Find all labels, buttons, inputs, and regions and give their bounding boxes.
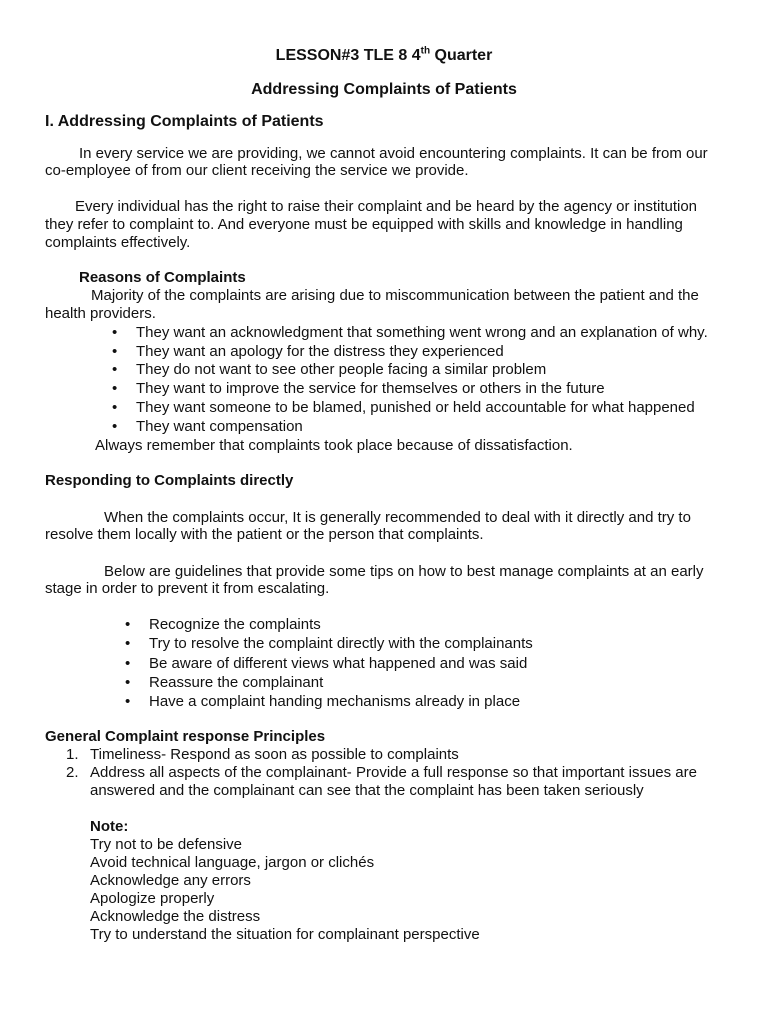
list-item: 1. Timeliness- Respond as soon as possible to complaints bbox=[66, 746, 459, 763]
note-item: Apologize properly bbox=[90, 890, 215, 907]
note-heading: Note: bbox=[90, 818, 129, 835]
paragraph-line: they refer to complaint to. And everyone must be equipped with skills and knowledge in handling bbox=[45, 216, 683, 233]
paragraph-line: co-employee of from our client receiving the service we provide. bbox=[45, 162, 469, 179]
subsection-heading: Reasons of Complaints bbox=[79, 269, 246, 286]
paragraph-line: resolve them locally with the patient or the person that complaints. bbox=[45, 526, 484, 543]
paragraph-line: Every individual has the right to raise their complaint and be heard by the agency or institution bbox=[75, 198, 698, 215]
list-item: • Try to resolve the complaint directly with the complainants bbox=[149, 634, 533, 653]
principles-list bbox=[66, 746, 697, 800]
paragraph-line: Always remember that complaints took place because of dissatisfaction. bbox=[95, 437, 573, 454]
list-item: • They want an acknowledgment that something went wrong and an explanation of why. bbox=[136, 324, 708, 343]
note-block bbox=[90, 818, 480, 944]
page-title: Addressing Complaints of Patients bbox=[251, 81, 517, 98]
note-item: Avoid technical language, jargon or clichés bbox=[90, 854, 375, 871]
paragraph-line: complaints effectively. bbox=[45, 234, 191, 251]
list-item: • They want to improve the service for themselves or others in the future bbox=[136, 380, 708, 399]
list-item: • Reassure the complainant bbox=[149, 673, 533, 692]
paragraph-line: health providers. bbox=[45, 305, 156, 322]
list-item: 2. Address all aspects of the complainant- Provide a full response so that important issues are answered and the complainant can see that the complaint has been taken seriously bbox=[66, 764, 697, 799]
note-item: Acknowledge any errors bbox=[90, 872, 251, 889]
subsection-heading: General Complaint response Principles bbox=[45, 728, 326, 745]
note-item: Try to understand the situation for complainant perspective bbox=[90, 926, 480, 943]
section-heading: I. Addressing Complaints of Patients bbox=[45, 113, 324, 130]
reasons-list bbox=[136, 324, 708, 436]
paragraph-line: Below are guidelines that provide some tips on how to best manage complaints at an early bbox=[104, 563, 704, 580]
list-item: • Have a complaint handing mechanisms already in place bbox=[149, 692, 533, 711]
note-item: Try not to be defensive bbox=[90, 836, 243, 853]
list-item: • They do not want to see other people facing a similar problem bbox=[136, 361, 708, 380]
list-item: • They want someone to be blamed, punished or held accountable for what happened bbox=[136, 399, 708, 418]
lesson-header: LESSON#3 TLE 8 4th Quarter bbox=[275, 45, 493, 64]
note-item: Acknowledge the distress bbox=[90, 908, 261, 925]
paragraph-line: In every service we are providing, we cannot avoid encountering complaints. It can be from our bbox=[79, 145, 708, 162]
paragraph-line: stage in order to prevent it from escalating. bbox=[45, 580, 330, 597]
guidelines-list bbox=[149, 615, 533, 711]
list-item: • They want an apology for the distress they experienced bbox=[136, 343, 708, 362]
paragraph-line: Majority of the complaints are arising due to miscommunication between the patient and the bbox=[91, 287, 699, 304]
list-item: • They want compensation bbox=[136, 418, 708, 437]
subsection-heading: Responding to Complaints directly bbox=[45, 472, 294, 489]
list-item: • Recognize the complaints bbox=[149, 615, 533, 634]
paragraph-line: When the complaints occur, It is generally recommended to deal with it directly and try to bbox=[104, 509, 691, 526]
list-item: • Be aware of different views what happened and was said bbox=[149, 654, 533, 673]
